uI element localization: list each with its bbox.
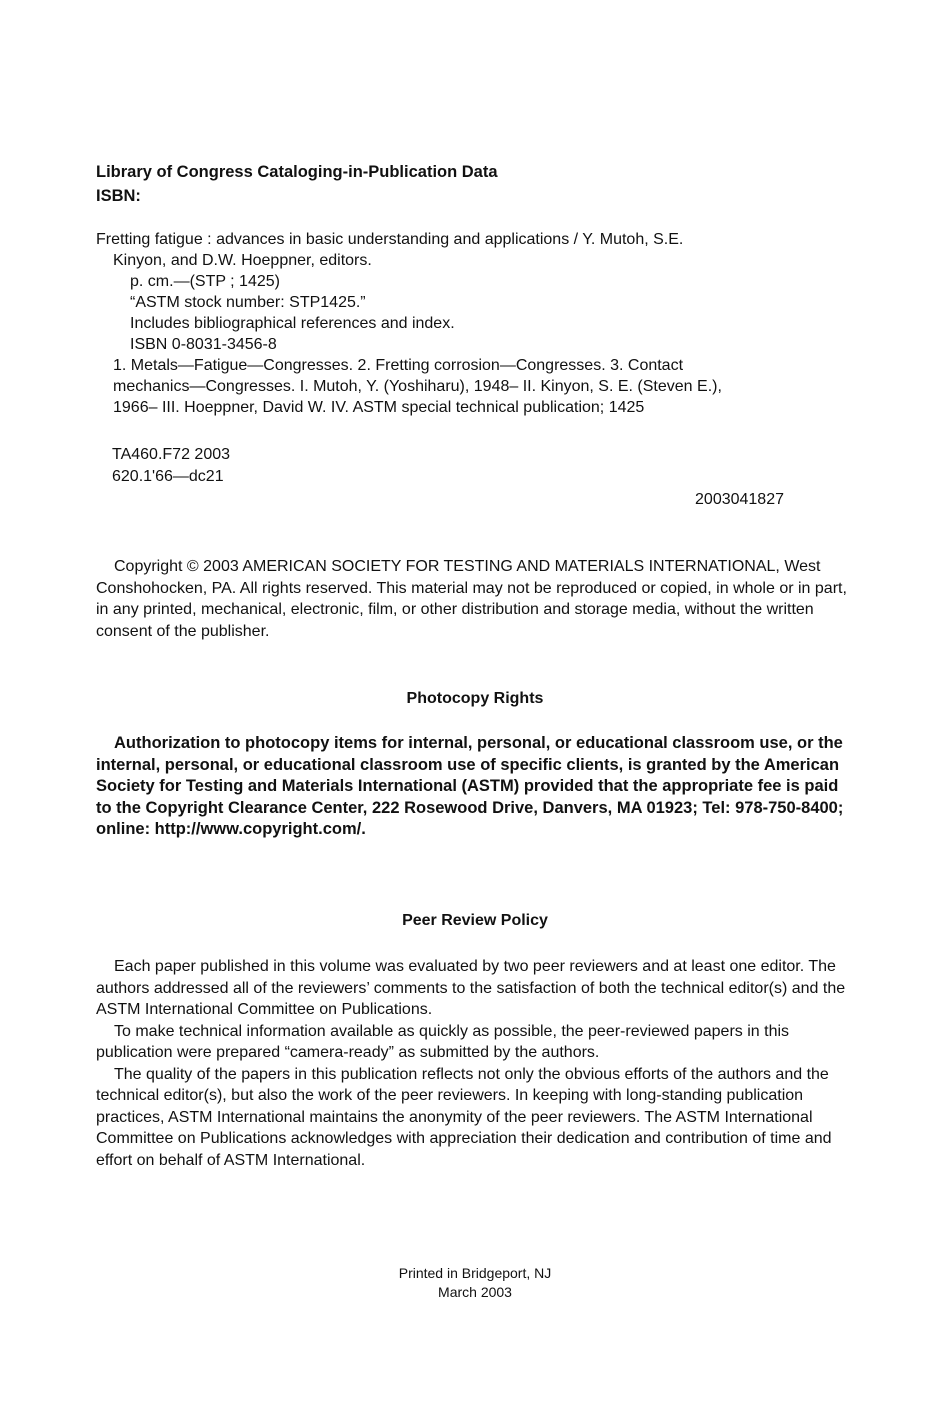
cip-line: mechanics—Congresses. I. Mutoh, Y. (Yoshiharu), 1948– II. Kinyon, S. E. (Steven E.), <box>113 378 722 395</box>
peer-review-paragraph: Each paper published in this volume was evaluated by two peer reviewers and at least one editor. The authors addressed all of the reviewers’ comments to the satisfaction of both the technical editor(s) and the ASTM International Committee on Publications. <box>96 958 846 1018</box>
isbn-label: ISBN: <box>96 187 141 205</box>
printed-location: Printed in Bridgeport, NJ <box>398 1265 552 1281</box>
cip-line: ISBN 0-8031-3456-8 <box>130 336 277 353</box>
cip-line: 1966– III. Hoeppner, David W. IV. ASTM special technical publication; 1425 <box>113 399 645 416</box>
cip-line: p. cm.—(STP ; 1425) <box>130 273 280 290</box>
photocopy-rights-title: Photocopy Rights <box>406 690 544 707</box>
cip-heading-block <box>96 160 498 208</box>
peer-review-title: Peer Review Policy <box>402 912 548 929</box>
cip-line: 1. Metals—Fatigue—Congresses. 2. Fretting corrosion—Congresses. 3. Contact <box>113 357 684 374</box>
copyright-notice <box>96 556 852 642</box>
copyright-text: Copyright © 2003 AMERICAN SOCIETY FOR TESTING AND MATERIALS INTERNATIONAL, West Conshohocken, PA. All rights reserved. This material may not be reproduced or copied, in whole or in part, in any printed, mechanical, electronic, film, or other distribution and storage media, without the written consent of the publisher. <box>96 558 847 640</box>
dewey-number: 620.1'66—dc21 <box>112 468 224 485</box>
printed-date: March 2003 <box>438 1284 512 1300</box>
cip-heading: Library of Congress Cataloging-in-Publication Data <box>96 163 498 181</box>
cip-line: Fretting fatigue : advances in basic understanding and applications / Y. Mutoh, S.E. <box>96 231 684 248</box>
call-number-block <box>112 444 230 488</box>
peer-review-body <box>96 956 852 1171</box>
call-number: TA460.F72 2003 <box>112 446 231 463</box>
photocopy-rights-text: Authorization to photocopy items for internal, personal, or educational classroom use, or the internal, personal, or educational classroom use of specific clients, is granted by the American Society for Testing and Materials International (ASTM) provided that the appropriate fee is paid to the Copyright Clearance Center, 222 Rosewood Drive, Danvers, MA 01923; Tel: 978-750-8400; online: http://www.copyright.com/. <box>96 734 844 838</box>
cip-line: Kinyon, and D.W. Hoeppner, editors. <box>113 252 372 269</box>
peer-review-paragraph: The quality of the papers in this publication reflects not only the obvious efforts of the authors and the technical editor(s), but also the work of the peer reviewers. In keeping with long-standing publication practices, ASTM International maintains the anonymity of the peer reviewers. The ASTM International Committee on Publications acknowledges with appreciation their dedication and contribution of time and effort on behalf of ASTM International. <box>96 1065 832 1169</box>
lccn: 2003041827 <box>695 491 784 508</box>
printing-info <box>0 1264 950 1302</box>
cip-line: Includes bibliographical references and index. <box>130 315 455 332</box>
cip-record <box>96 229 816 418</box>
peer-review-paragraph: To make technical information available as quickly as possible, the peer-reviewed papers in this publication were prepared “camera-ready” as submitted by the authors. <box>96 1022 790 1061</box>
cip-line: “ASTM stock number: STP1425.” <box>130 294 366 311</box>
